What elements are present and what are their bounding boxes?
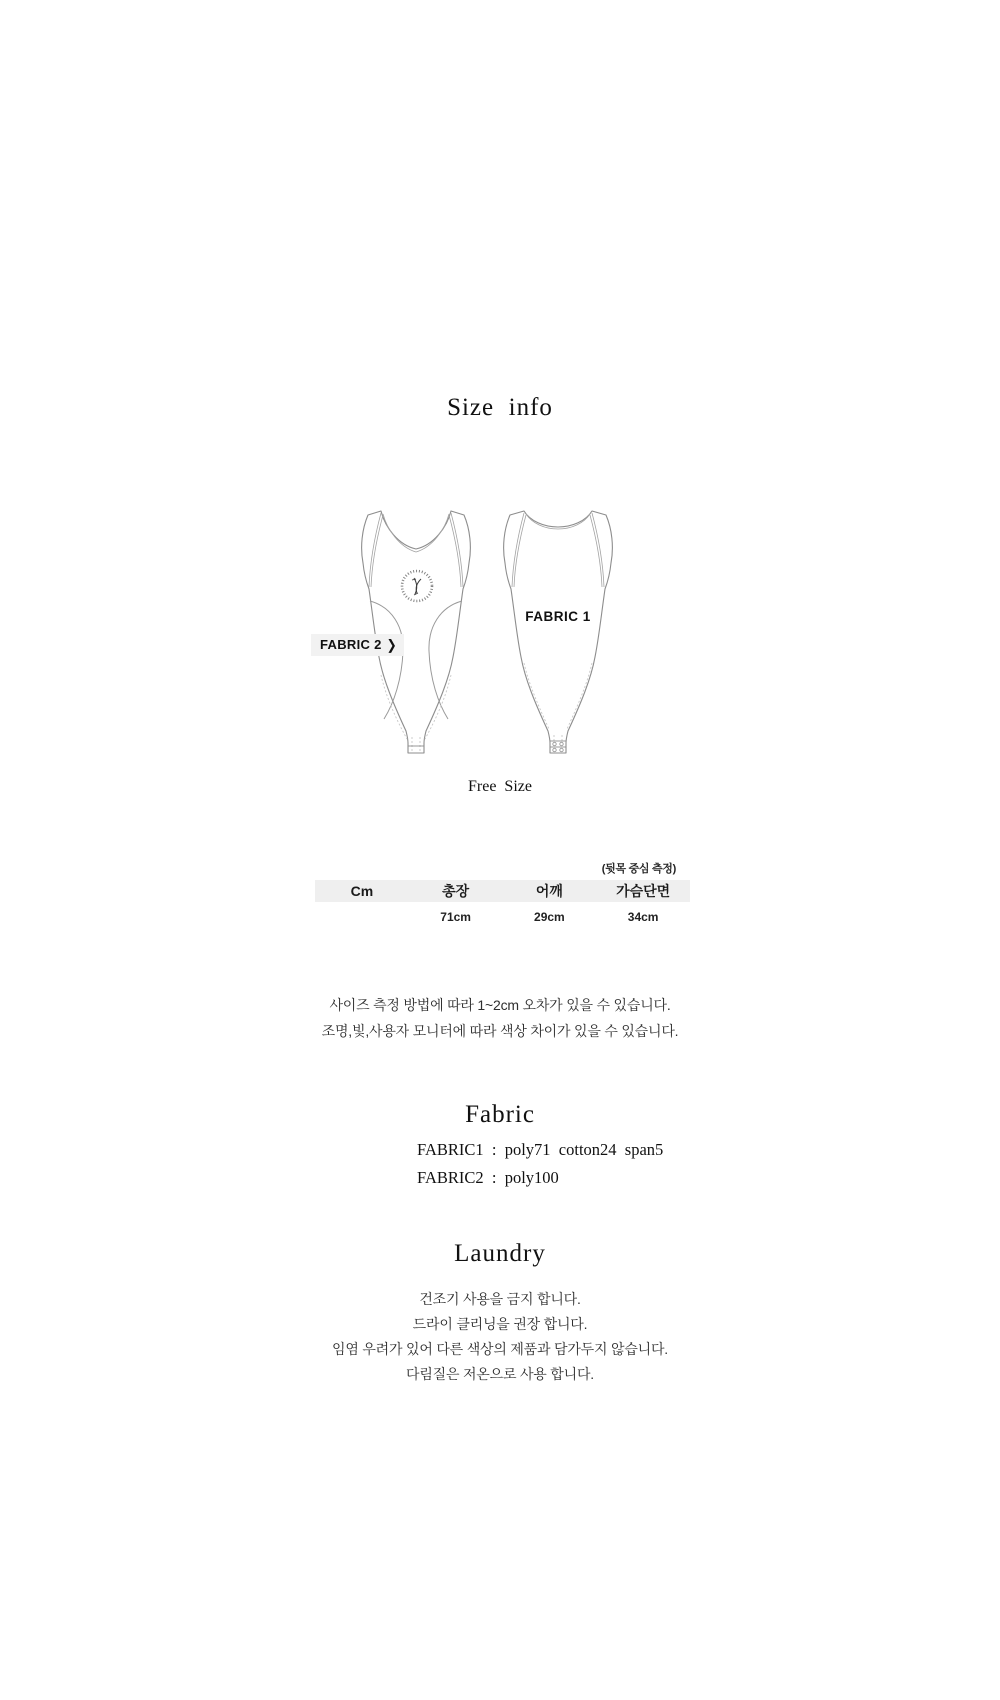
laundry-instructions [0, 1287, 1000, 1387]
front-garment-outline [362, 511, 471, 753]
page-title: Size info [447, 394, 553, 421]
size-table [315, 860, 690, 924]
fabric-composition-2: FABRIC2 : poly100 [417, 1168, 559, 1187]
back-garment-outline [504, 511, 613, 753]
header-cell-chest: 가슴단면 [616, 883, 671, 899]
fabric-composition-1: FABRIC1 : poly71 cotton24 span5 [417, 1140, 664, 1159]
header-cell-shoulder: 어깨 [535, 883, 563, 899]
laundry-instruction-3: 임염 우려가 있어 다른 색상의 제품과 담가두지 않습니다. [332, 1341, 668, 1357]
size-notes [0, 992, 1000, 1044]
laundry-instruction-1: 건조기 사용을 금지 합니다. [419, 1291, 581, 1307]
fabric-section-title: Fabric [465, 1101, 535, 1128]
chevron-right-icon: ❯ [386, 636, 397, 654]
measure-note: (뒷목 중심 측정) [601, 863, 676, 875]
value-cell-length: 71cm [440, 910, 471, 924]
free-size-label: Free Size [468, 778, 532, 795]
value-cell-size [315, 910, 409, 924]
header-cell-cm: Cm [350, 883, 374, 899]
table-value-row [315, 910, 690, 924]
size-note-line1: 사이즈 측정 방법에 따라 1~2cm 오차가 있을 수 있습니다. [329, 997, 671, 1013]
laundry-instruction-4: 다림질은 저온으로 사용 합니다. [406, 1366, 594, 1382]
table-header-row [315, 880, 690, 902]
laundry-section-title: Laundry [454, 1240, 546, 1267]
fabric1-tag-label: FABRIC 1 [525, 609, 591, 624]
size-note-line2: 조명,빛,사용자 모니터에 따라 색상 차이가 있을 수 있습니다. [321, 1023, 679, 1039]
snap-closure [408, 741, 566, 752]
header-cell-length: 총장 [442, 883, 470, 899]
fabric2-tag-text: FABRIC 2 [320, 637, 382, 652]
value-cell-chest: 34cm [627, 910, 659, 924]
value-cell-shoulder: 29cm [534, 910, 565, 924]
fabric2-tag-label [311, 634, 404, 656]
laundry-instruction-2: 드라이 클리닝을 권장 합니다. [412, 1316, 588, 1332]
